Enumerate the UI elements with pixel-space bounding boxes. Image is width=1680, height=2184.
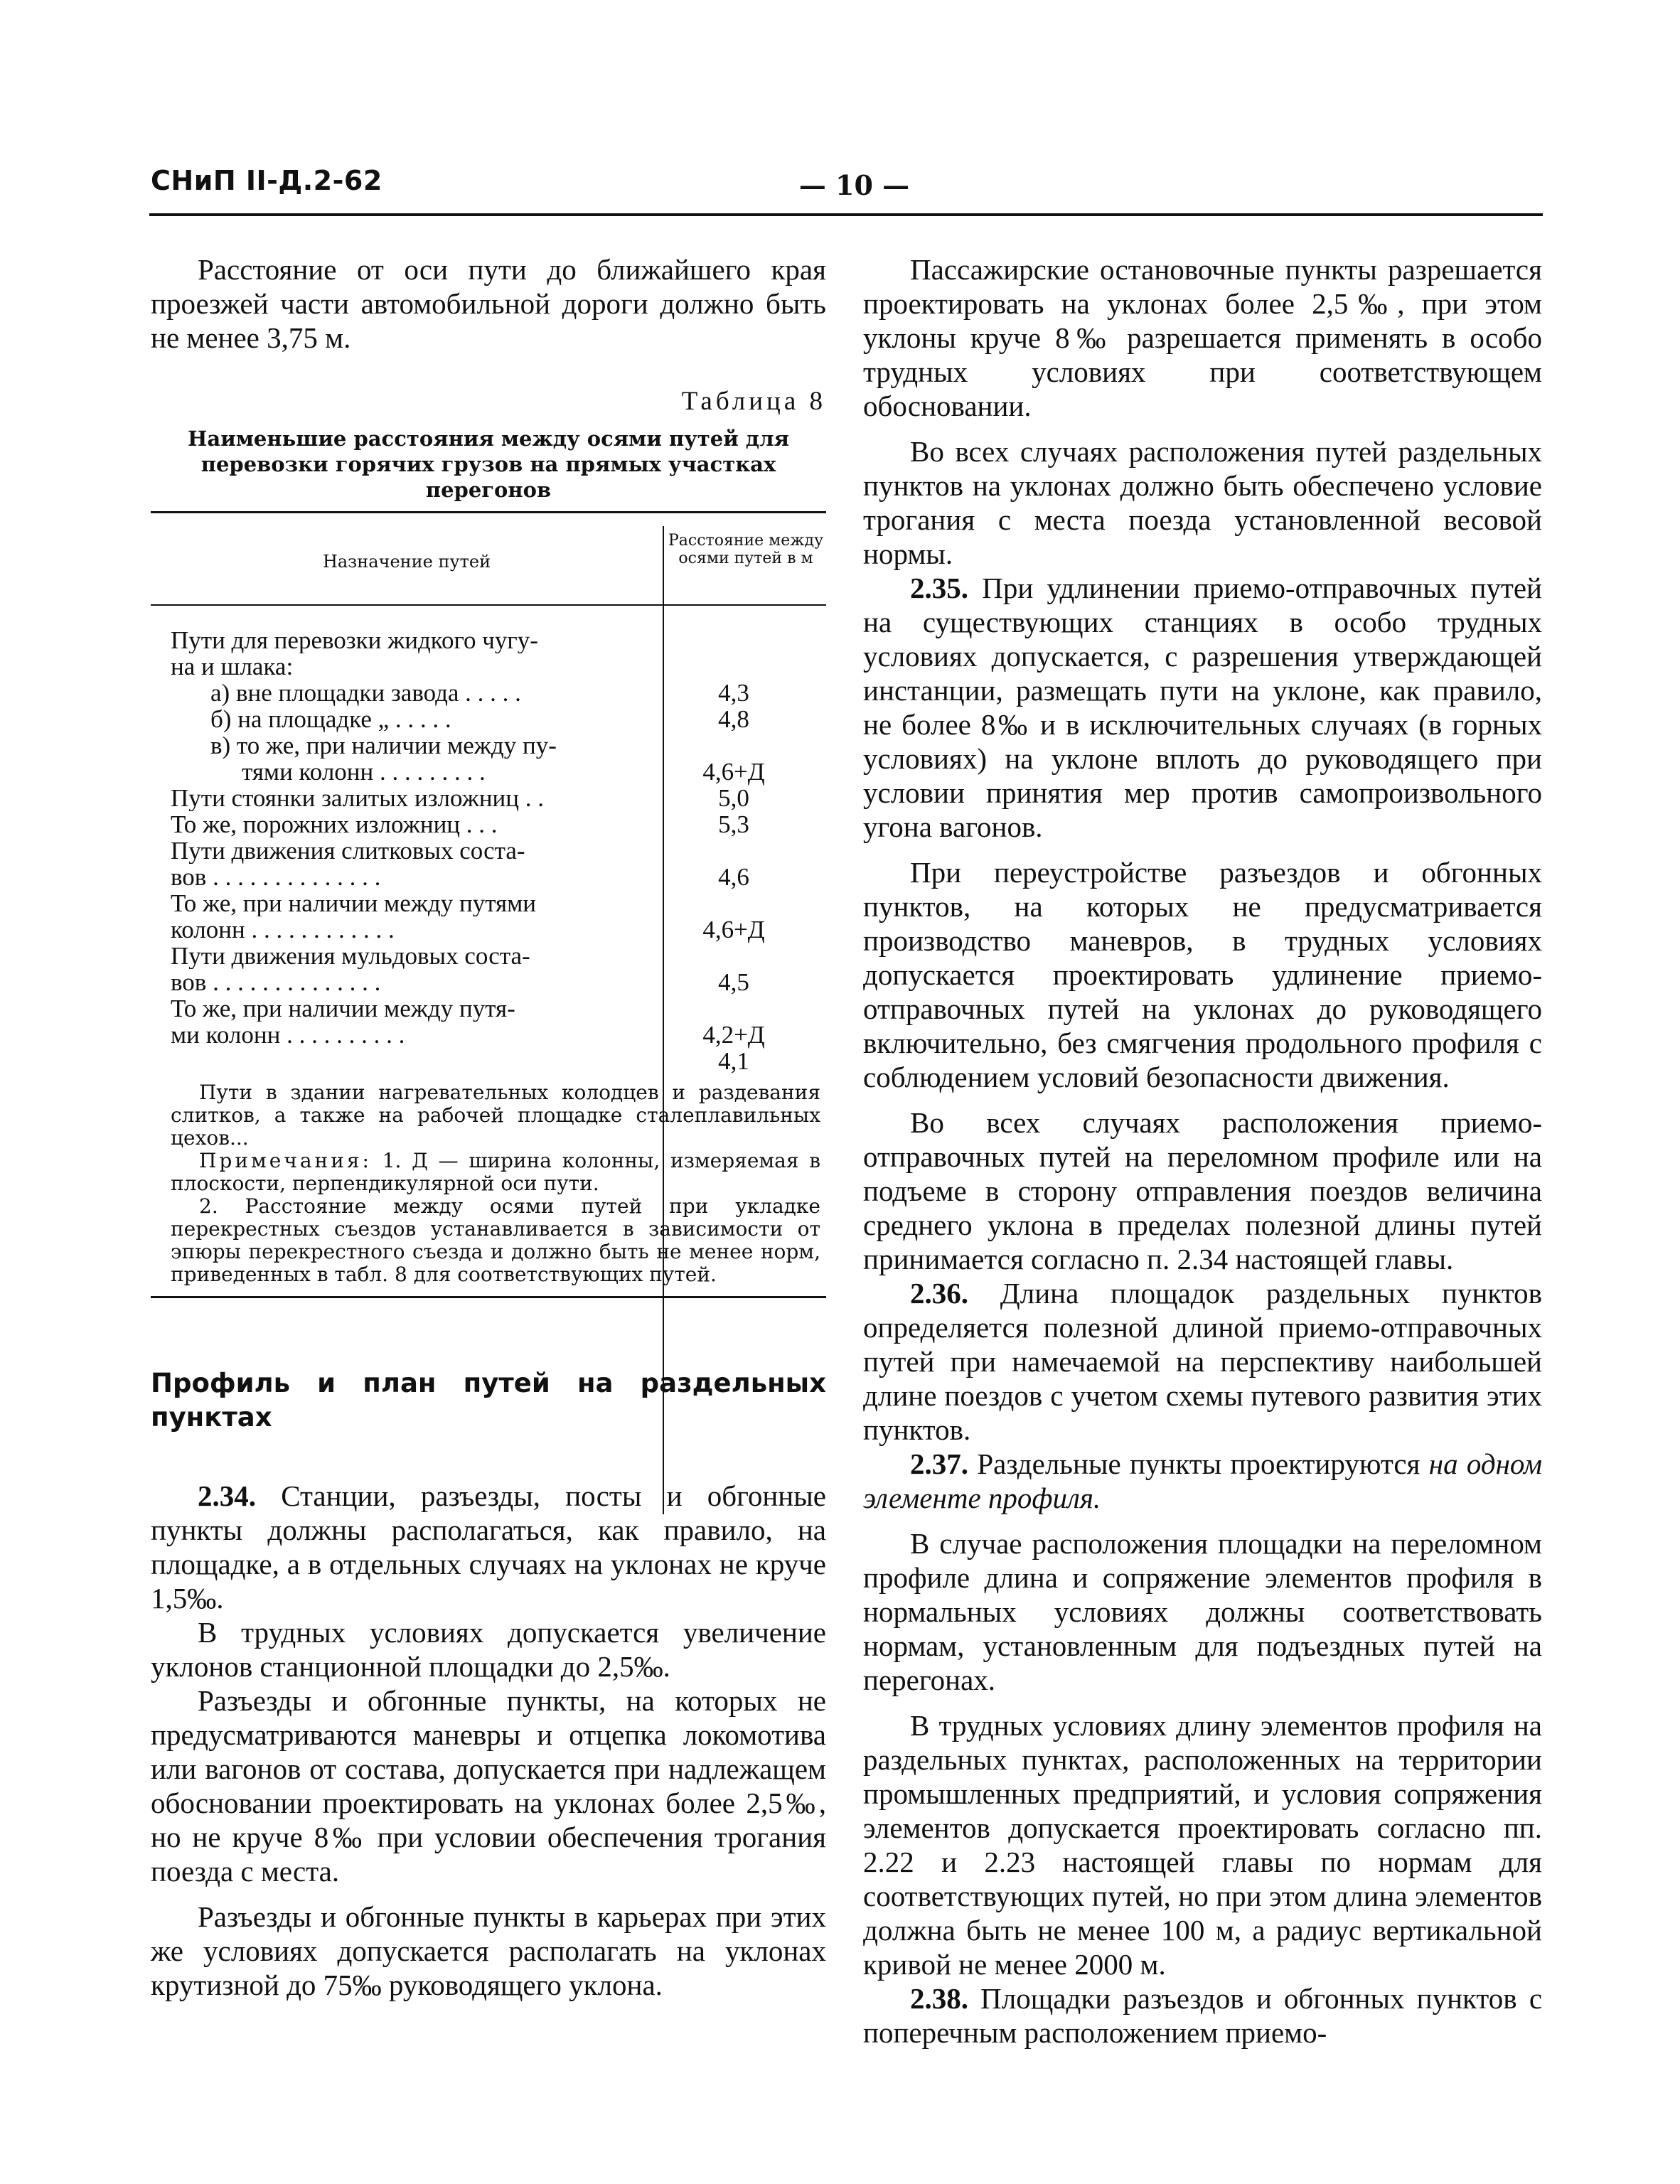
table-caption: Таблица 8 <box>681 387 826 416</box>
table-row <box>151 653 826 680</box>
table-notes <box>151 1074 826 1296</box>
paragraph: В трудных условиях допускается увеличение уклонов станционной площадки до 2,5‰. <box>151 1616 826 1683</box>
table-cell-distance: 5,3 <box>718 810 749 838</box>
table-cell-purpose: вов . . . . . . . . . . . . . . <box>171 969 381 995</box>
right-column <box>863 252 1542 2050</box>
table-row <box>151 916 826 943</box>
table-cell-distance: 4,3 <box>718 679 749 707</box>
clause-number: 2.36. <box>910 1277 968 1310</box>
clause-number: 2.35. <box>910 572 968 604</box>
paragraph: Разъезды и обгонные пункты в карьерах при этих же условиях допускается располагать на уклонах крутизной до 75‰ руководящего уклона. <box>151 1900 826 2001</box>
table-row <box>151 943 826 969</box>
paragraph: Во всех случаях расположения путей раздельных пунктов на уклонах должно быть обеспечено условие трогания с места поезда установленной весовой нормы. <box>863 435 1542 570</box>
table-row <box>151 706 826 732</box>
page-number: — 10 — <box>798 169 910 201</box>
table-cell-distance: 4,2+Д <box>702 1021 765 1049</box>
table-cell-purpose: в) то же, при наличии между пу- <box>210 732 557 759</box>
table-cell-distance <box>641 943 812 969</box>
table-note-1 <box>171 1150 820 1195</box>
table-row <box>151 627 826 653</box>
table-row <box>151 837 826 864</box>
paragraph-2-34 <box>151 1479 826 1615</box>
table-cell-distance <box>641 732 812 759</box>
table-cell-purpose: То же, при наличии между путями <box>171 890 537 916</box>
table-cell-purpose: ми колонн . . . . . . . . . . <box>171 1022 405 1048</box>
table-cell-distance: 4,6 <box>718 863 749 891</box>
clause-number: 2.34. <box>198 1479 256 1512</box>
intro-paragraph: Расстояние от оси пути до ближайшего края проезжей части автомобильной дороги должно быть не менее 3,75 м. <box>151 253 826 354</box>
table-cell-purpose: Пути для перевозки жидкого чугу- <box>171 627 538 653</box>
clause-text: Раздельные пункты проектируются <box>977 1447 1420 1480</box>
clause-text-italic: на одном элементе профиля. <box>863 1447 1543 1514</box>
table-cell-purpose: б) на площадке „ . . . . . <box>210 706 451 732</box>
table-cell-distance: 4,8 <box>718 705 749 733</box>
table-cell-purpose: колонн . . . . . . . . . . . . <box>171 916 395 943</box>
table-row <box>151 995 826 1022</box>
table-title: Наименьшие расстояния между осями путей для перевозки горячих грузов на прямых участках перегонов <box>188 427 789 502</box>
clause-text: Длина площадок раздельных пунктов определяется полезной длиной приемо-отправочных путей при намечаемой на перспективу наибольшей длине поездов с учетом схемы путевого развития этих пунктов. <box>863 1277 1542 1446</box>
paragraph-2-36 <box>863 1276 1542 1447</box>
table-cell-purpose: Пути движения слитковых соста- <box>171 837 525 864</box>
table-row <box>151 1048 826 1074</box>
table-row <box>151 890 826 916</box>
paragraph-2-38 <box>863 1981 1542 2050</box>
table-cell-purpose <box>151 1048 641 1074</box>
header-rule <box>149 213 1543 216</box>
table-row <box>151 680 826 706</box>
paragraph: В трудных условиях длину элементов профиля на раздельных пунктах, расположенных на территории промышленных предприятий, и условия сопряжения элементов допускается проектировать согласно пп. 2.22 и 2.23 настоящей главы по нормам для соответствующих путей, но при этом длина элементов должна быть не менее 100 м, а радиус вертикальной кривой не менее 2000 м. <box>863 1709 1542 1981</box>
document-code: СНиП II-Д.2-62 <box>151 165 382 196</box>
paragraph: При переустройстве разъездов и обгонных пунктов, на которых не предусматривается производство маневров, в трудных условиях допускается проектировать удлинение приемо-отправочных путей на уклонах до руководящего включительно, без смягчения продольного профиля с соблюдением условий безопасности движения. <box>863 856 1542 1093</box>
paragraph: Разъезды и обгонные пункты, на которых не предусматриваются маневры и отцепка локомотива или вагонов от состава, допускается при надлежащем обосновании проектировать на уклонах более 2,5‰, но не круче 8‰ при условии обеспечения трогания поезда с места. <box>151 1684 826 1888</box>
table-cell-purpose: на и шлака: <box>171 653 294 680</box>
table-header <box>151 526 826 606</box>
table-note-main: Пути в здании нагревательных колодцев и раздевания слитков, а также на рабочей площадке сталеплавильных цехов... <box>171 1081 820 1150</box>
table-cell-distance: 4,1 <box>718 1047 749 1075</box>
table-header-purpose: Назначение путей <box>322 552 491 572</box>
table-row <box>151 1022 826 1048</box>
note-1-text: 1. Д — ширина колонны, измеряемая в плоскости, перпендикулярной оси пути. <box>171 1149 821 1195</box>
table-8 <box>151 511 826 1298</box>
table-cell-distance: 4,6+Д <box>702 916 765 943</box>
section-title: Профиль и план путей на раздельных пунктах <box>151 1368 826 1433</box>
table-header-distance: Расстояние между осями путей в м <box>668 532 824 567</box>
table-note-2: 2. Расстояние между осями путей при укладке перекрестных съездов устанавливается в зависимости от эпюры перекрестного съезда и должно быть не менее норм, приведенных в табл. 8 для соответствующих путей. <box>171 1194 820 1286</box>
paragraph: В случае расположения площадки на переломном профиле длина и сопряжение элементов профиля в нормальных условиях должны соответствовать нормам, установленным для подъездных путей на перегонах. <box>863 1527 1542 1696</box>
table-cell-purpose: тями колонн . . . . . . . . . <box>242 759 486 785</box>
table-cell-distance <box>641 837 812 864</box>
clause-text: Станции, разъезды, посты и обгонные пункты должны располагаться, как правило, на площадке, а в отдельных случаях на уклонах не круче 1,5‰. <box>151 1479 826 1615</box>
paragraph: Пассажирские остановочные пункты разрешается проектировать на уклонах более 2,5‰, при этом уклоны круче 8‰ разрешается применять в особо трудных условиях при соответствующем обосновании. <box>863 253 1542 422</box>
table-row <box>151 969 826 995</box>
paragraph-2-35 <box>863 571 1542 844</box>
table-column-divider <box>663 526 664 1514</box>
table-cell-purpose: То же, при наличии между путя- <box>171 995 515 1022</box>
table-cell-purpose: Пути стоянки залитых изложниц . . <box>171 785 545 811</box>
table-row <box>151 811 826 837</box>
table-cell-distance <box>641 627 812 653</box>
table-cell-purpose: То же, порожних изложниц . . . <box>171 811 498 837</box>
paragraph: Во всех случаях расположения приемо-отправочных путей на переломном профиле или на подъеме в сторону отправления поездов величина среднего уклона в пределах полезной длины путей принимается согласно п. 2.34 настоящей главы. <box>863 1106 1542 1275</box>
table-cell-purpose: вов . . . . . . . . . . . . . . <box>171 864 381 890</box>
table-cell-distance <box>641 653 812 680</box>
table-row <box>151 759 826 785</box>
left-column <box>151 252 826 2002</box>
table-row <box>151 864 826 890</box>
table-row <box>151 732 826 759</box>
notes-label: Примечания: <box>199 1149 372 1172</box>
table-cell-distance: 4,6+Д <box>702 758 765 786</box>
table-cell-distance: 4,5 <box>718 968 749 996</box>
table-cell-purpose: Пути движения мульдовых соста- <box>171 943 530 969</box>
table-cell-distance <box>641 890 812 916</box>
clause-number: 2.37. <box>910 1447 968 1480</box>
table-body <box>151 606 826 1074</box>
paragraph-2-37 <box>863 1447 1542 1515</box>
table-cell-distance: 5,0 <box>718 784 749 812</box>
table-cell-purpose: а) вне площадки завода . . . . . <box>210 680 521 706</box>
clause-number: 2.38. <box>910 1982 968 2015</box>
clause-text: При удлинении приемо-отправочных путей на существующих станциях в особо трудных условиях допускается, с разрешения утверждающей инстанции, размещать пути на уклоне, как правило, не более 8‰ и в исключительных случаях (в горных условиях) на уклоне вплоть до руководящего при условии принятия мер против самопроизвольного угона вагонов. <box>863 572 1543 843</box>
table-cell-distance <box>641 995 812 1022</box>
table-row <box>151 785 826 811</box>
clause-text: Площадки разъездов и обгонных пунктов с поперечным расположением приемо- <box>863 1982 1543 2049</box>
